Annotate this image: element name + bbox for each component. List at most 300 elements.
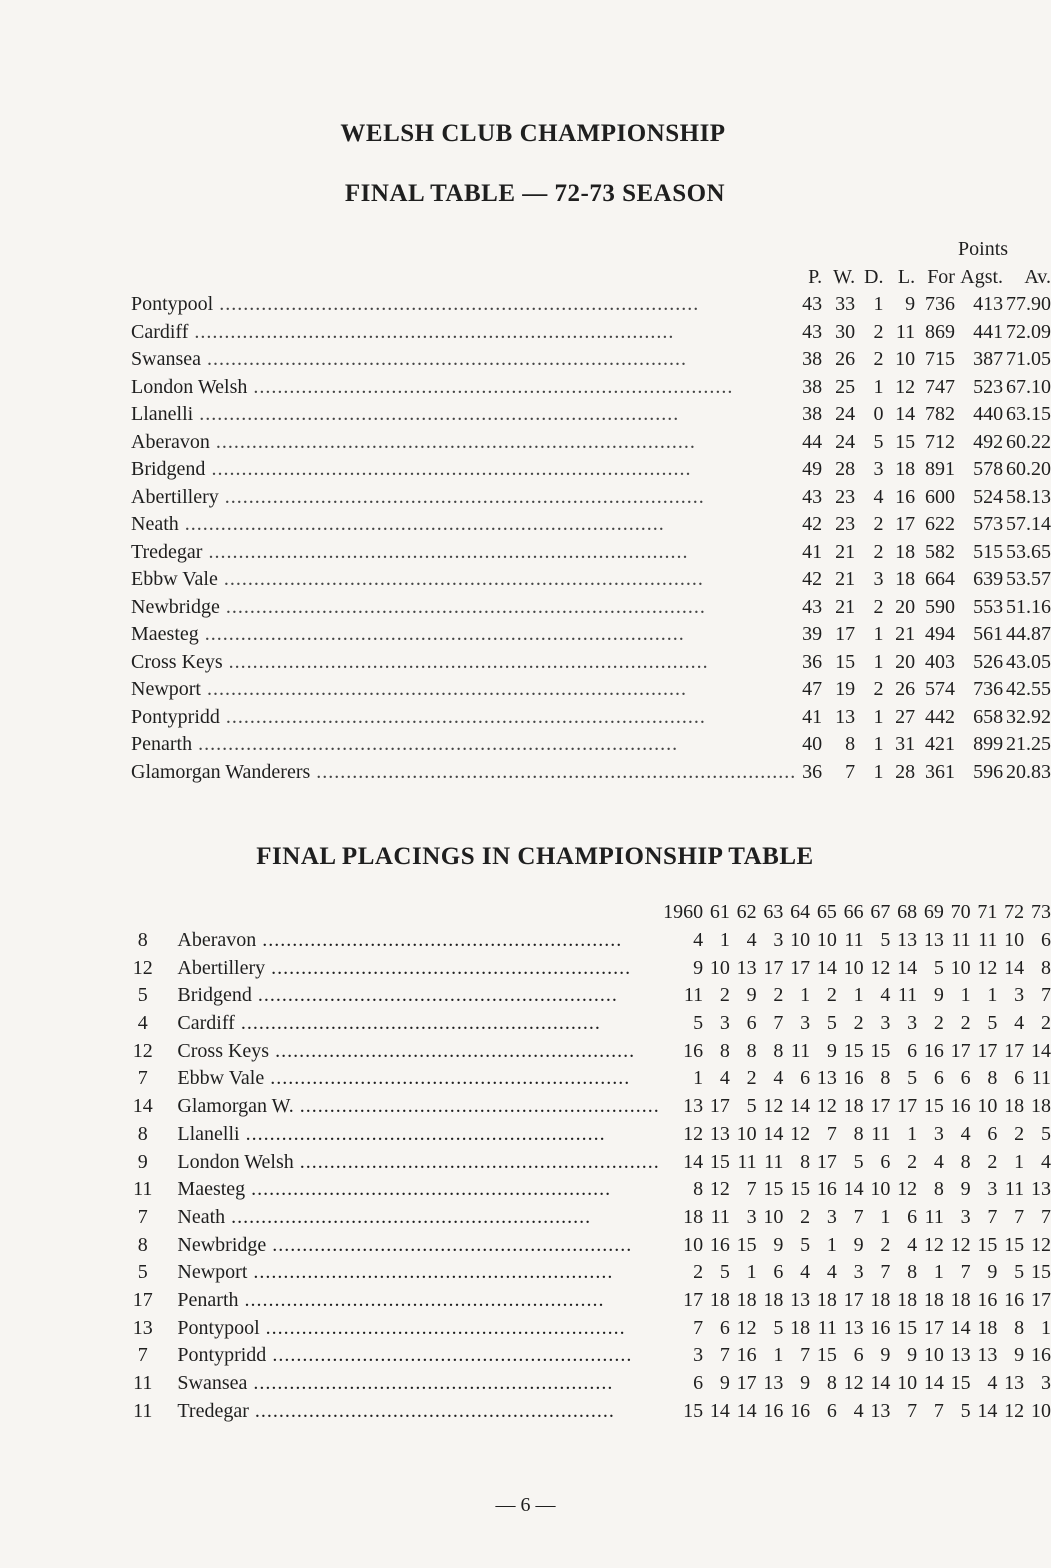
cell-d: 3 xyxy=(873,458,884,481)
placing-cell: 1 xyxy=(933,1261,944,1284)
placing-cell: 9 xyxy=(693,956,704,979)
cell-p: 43 xyxy=(802,320,823,343)
cell-w: 15 xyxy=(835,650,856,673)
placing-cell: 7 xyxy=(693,1316,704,1339)
placing-cell: 10 xyxy=(843,956,864,979)
cell-p: 38 xyxy=(802,348,823,371)
club-name: Swansea xyxy=(131,348,201,371)
average-placing: 11 xyxy=(133,1178,153,1201)
cell-w: 23 xyxy=(835,513,856,536)
table-row xyxy=(130,927,1051,955)
cell-av: 60.22 xyxy=(1006,430,1051,453)
placing-cell: 7 xyxy=(880,1261,891,1284)
placing-cell: 18 xyxy=(709,1288,730,1311)
leader-dots: ............................................................ xyxy=(264,1067,631,1090)
placing-cell: 10 xyxy=(736,1122,757,1145)
placing-cell: 17 xyxy=(870,1095,891,1118)
leader-dots: ................................................................................ xyxy=(219,705,706,728)
placing-cell: 18 xyxy=(816,1288,837,1311)
placing-cell: 11 xyxy=(764,1150,784,1173)
placing-cell: 13 xyxy=(1004,1372,1025,1395)
placing-cell: 7 xyxy=(800,1344,811,1367)
placing-cell: 14 xyxy=(977,1399,998,1422)
placing-cell: 5 xyxy=(853,1150,864,1173)
cell-for: 712 xyxy=(924,430,955,453)
placing-cell: 5 xyxy=(1041,1122,1051,1145)
cell-p: 43 xyxy=(802,595,823,618)
leader-dots: ................................................................................ xyxy=(205,458,692,481)
placing-cell: 3 xyxy=(719,1012,730,1035)
placing-cell: 3 xyxy=(800,1012,811,1035)
cell-agst: 413 xyxy=(973,293,1004,316)
club-name: Cross Keys xyxy=(177,1039,270,1062)
club-name: Abertillery xyxy=(177,956,266,979)
placings-table xyxy=(130,899,1051,1425)
placing-cell: 11 xyxy=(924,1205,944,1228)
club-name: Maesteg xyxy=(177,1178,246,1201)
cell-l: 14 xyxy=(895,403,916,426)
table-row xyxy=(131,594,1051,622)
placing-cell: 7 xyxy=(719,1344,730,1367)
placing-cell: 9 xyxy=(907,1344,918,1367)
placing-cell: 10 xyxy=(897,1372,918,1395)
cell-agst: 524 xyxy=(973,485,1004,508)
final-table-title: FINAL TABLE — 72-73 SEASON xyxy=(344,180,726,207)
year-header: 73 xyxy=(1031,901,1051,924)
placing-cell: 7 xyxy=(907,1399,918,1422)
placing-cell: 13 xyxy=(763,1372,784,1395)
placing-cell: 1 xyxy=(826,1233,837,1256)
placing-cell: 15 xyxy=(923,1095,944,1118)
placing-cell: 4 xyxy=(826,1261,837,1284)
club-name: Llanelli xyxy=(177,1122,240,1145)
final-table xyxy=(131,236,1051,786)
club-name: Tredegar xyxy=(177,1399,249,1422)
cell-agst: 596 xyxy=(973,760,1004,783)
cell-d: 4 xyxy=(873,485,884,508)
cell-av: 58.13 xyxy=(1006,485,1051,508)
leader-dots: ................................................................................ xyxy=(193,403,680,426)
cell-av: 32.92 xyxy=(1006,705,1051,728)
placing-cell: 16 xyxy=(736,1344,757,1367)
placing-cell: 11 xyxy=(710,1205,730,1228)
cell-l: 26 xyxy=(895,678,916,701)
placing-cell: 5 xyxy=(800,1233,811,1256)
cell-av: 60.20 xyxy=(1006,458,1051,481)
placing-cell: 10 xyxy=(1004,929,1025,952)
placing-cell: 14 xyxy=(950,1316,971,1339)
leader-dots: ............................................................ xyxy=(245,1178,612,1201)
club-name: Newbridge xyxy=(177,1233,267,1256)
placing-cell: 4 xyxy=(773,1067,784,1090)
cell-agst: 639 xyxy=(973,568,1004,591)
placing-cell: 1 xyxy=(719,929,730,952)
year-header: 62 xyxy=(736,901,757,924)
placing-cell: 15 xyxy=(977,1233,998,1256)
club-name-cell xyxy=(155,1093,659,1121)
cell-for: 600 xyxy=(924,485,955,508)
col-header-agst: Agst. xyxy=(960,265,1004,288)
cell-av: 51.16 xyxy=(1006,595,1051,618)
cell-for: 421 xyxy=(924,733,955,756)
placing-cell: 8 xyxy=(800,1150,811,1173)
club-name-cell xyxy=(155,1259,659,1287)
cell-for: 494 xyxy=(924,623,955,646)
placing-cell: 17 xyxy=(977,1039,998,1062)
cell-av: 63.15 xyxy=(1006,403,1051,426)
average-placing: 4 xyxy=(137,1012,148,1035)
club-name-cell xyxy=(155,927,659,955)
placing-cell: 13 xyxy=(977,1344,998,1367)
final-table-body xyxy=(131,236,1051,786)
placing-cell: 18 xyxy=(683,1205,704,1228)
placing-cell: 12 xyxy=(683,1122,704,1145)
year-header: 65 xyxy=(816,901,837,924)
placing-cell: 17 xyxy=(736,1372,757,1395)
club-name: Glamorgan Wanderers xyxy=(131,760,311,783)
placing-cell: 15 xyxy=(897,1316,918,1339)
table-row xyxy=(131,456,1051,484)
placing-cell: 13 xyxy=(843,1316,864,1339)
placing-cell: 9 xyxy=(719,1372,730,1395)
cell-p: 42 xyxy=(802,513,823,536)
placing-cell: 13 xyxy=(736,956,757,979)
placing-cell: 7 xyxy=(960,1261,971,1284)
leader-dots: ............................................................ xyxy=(251,984,618,1007)
table-row xyxy=(130,1065,1051,1093)
club-name-cell xyxy=(155,1176,659,1204)
placing-cell: 4 xyxy=(880,984,891,1007)
leader-dots: ............................................................ xyxy=(269,1039,636,1062)
placing-cell: 8 xyxy=(1014,1316,1025,1339)
cell-p: 41 xyxy=(802,540,823,563)
cell-l: 20 xyxy=(895,650,916,673)
table-row xyxy=(131,291,1051,319)
placing-cell: 10 xyxy=(1031,1399,1051,1422)
placing-cell: 9 xyxy=(960,1178,971,1201)
cell-d: 1 xyxy=(873,293,884,316)
table-row xyxy=(131,649,1051,677)
placing-cell: 5 xyxy=(746,1095,757,1118)
average-placing: 12 xyxy=(132,1039,153,1062)
placing-cell: 13 xyxy=(790,1288,811,1311)
placing-cell: 15 xyxy=(790,1178,811,1201)
cell-l: 9 xyxy=(905,293,916,316)
cell-w: 21 xyxy=(835,568,856,591)
cell-d: 2 xyxy=(873,320,884,343)
cell-agst: 492 xyxy=(973,430,1004,453)
club-name-cell xyxy=(131,401,796,429)
placing-cell: 11 xyxy=(817,1316,837,1339)
placing-cell: 7 xyxy=(1041,1205,1051,1228)
leader-dots: ............................................................ xyxy=(239,1122,606,1145)
placing-cell: 11 xyxy=(897,984,918,1007)
average-placing: 12 xyxy=(132,956,153,979)
club-name-cell xyxy=(131,346,796,374)
leader-dots: ................................................................................ xyxy=(178,513,665,536)
club-name-cell xyxy=(131,704,796,732)
placing-cell: 12 xyxy=(1004,1399,1025,1422)
club-name-cell xyxy=(155,1342,659,1370)
placing-cell: 16 xyxy=(816,1178,837,1201)
leader-dots: ............................................................ xyxy=(225,1205,592,1228)
placing-cell: 10 xyxy=(950,956,971,979)
cell-av: 72.09 xyxy=(1006,320,1051,343)
cell-for: 782 xyxy=(924,403,955,426)
cell-agst: 573 xyxy=(973,513,1004,536)
cell-l: 28 xyxy=(895,760,916,783)
club-name: Cardiff xyxy=(131,320,189,343)
year-header: 1960 xyxy=(663,901,704,924)
placing-cell: 9 xyxy=(987,1261,998,1284)
table-row xyxy=(131,319,1051,347)
placing-cell: 3 xyxy=(987,1178,998,1201)
placing-cell: 12 xyxy=(923,1233,944,1256)
leader-dots: ................................................................................ xyxy=(200,348,687,371)
placing-cell: 14 xyxy=(683,1150,704,1173)
placing-cell: 1 xyxy=(800,984,811,1007)
club-name: Ebbw Vale xyxy=(131,568,218,591)
club-name-cell xyxy=(131,594,796,622)
placing-cell: 3 xyxy=(746,1205,757,1228)
placing-cell: 3 xyxy=(880,1012,891,1035)
cell-av: 42.55 xyxy=(1006,678,1051,701)
placing-cell: 17 xyxy=(843,1288,864,1311)
placing-cell: 18 xyxy=(923,1288,944,1311)
placing-cell: 1 xyxy=(1014,1150,1025,1173)
table-row xyxy=(131,484,1051,512)
cell-d: 0 xyxy=(873,403,884,426)
leader-dots: ................................................................................ xyxy=(198,623,685,646)
placing-cell: 15 xyxy=(709,1150,730,1173)
club-name: Penarth xyxy=(131,733,193,756)
cell-p: 41 xyxy=(802,705,823,728)
average-placing: 8 xyxy=(137,1233,148,1256)
placing-cell: 13 xyxy=(950,1344,971,1367)
placing-cell: 5 xyxy=(693,1012,704,1035)
placing-cell: 10 xyxy=(977,1095,998,1118)
cell-p: 44 xyxy=(802,430,823,453)
placing-cell: 18 xyxy=(763,1288,784,1311)
leader-dots: ............................................................ xyxy=(238,1288,605,1311)
placing-cell: 16 xyxy=(709,1233,730,1256)
col-header-l: L. xyxy=(897,265,916,288)
table-row xyxy=(130,1148,1051,1176)
placing-cell: 12 xyxy=(709,1178,730,1201)
placing-cell: 18 xyxy=(843,1095,864,1118)
placing-cell: 18 xyxy=(1031,1095,1051,1118)
table-row xyxy=(130,982,1051,1010)
placing-cell: 4 xyxy=(693,929,704,952)
placing-cell: 1 xyxy=(773,1344,784,1367)
placing-cell: 6 xyxy=(1041,929,1051,952)
placing-cell: 14 xyxy=(843,1178,864,1201)
club-name-cell xyxy=(131,456,796,484)
table-row xyxy=(130,954,1051,982)
placing-cell: 16 xyxy=(843,1067,864,1090)
leader-dots: ................................................................................ xyxy=(217,568,704,591)
cell-w: 7 xyxy=(845,760,856,783)
club-name-cell xyxy=(155,1397,659,1425)
cell-agst: 523 xyxy=(973,375,1004,398)
club-name-cell xyxy=(131,539,796,567)
placing-cell: 14 xyxy=(709,1399,730,1422)
leader-dots: ................................................................................ xyxy=(213,293,700,316)
average-placing: 5 xyxy=(137,984,148,1007)
placing-cell: 7 xyxy=(1041,984,1051,1007)
placing-cell: 12 xyxy=(1031,1233,1051,1256)
year-header: 70 xyxy=(950,901,971,924)
placing-cell: 8 xyxy=(960,1150,971,1173)
placing-cell: 9 xyxy=(933,984,944,1007)
placing-cell: 6 xyxy=(746,1012,757,1035)
cell-agst: 441 xyxy=(973,320,1004,343)
placing-cell: 10 xyxy=(709,956,730,979)
club-name-cell xyxy=(155,1231,659,1259)
placing-cell: 8 xyxy=(1041,956,1051,979)
table-row xyxy=(130,1259,1051,1287)
placing-cell: 17 xyxy=(897,1095,918,1118)
placing-cell: 13 xyxy=(897,929,918,952)
club-name: Maesteg xyxy=(131,623,199,646)
leader-dots: ................................................................................ xyxy=(219,595,706,618)
placing-cell: 17 xyxy=(683,1288,704,1311)
leader-dots: ................................................................................ xyxy=(192,733,679,756)
placing-cell: 2 xyxy=(746,1067,757,1090)
placing-cell: 8 xyxy=(746,1039,757,1062)
placing-cell: 17 xyxy=(790,956,811,979)
placing-cell: 4 xyxy=(719,1067,730,1090)
club-name-cell xyxy=(131,649,796,677)
placing-cell: 13 xyxy=(709,1122,730,1145)
placing-cell: 11 xyxy=(683,984,704,1007)
placing-cell: 18 xyxy=(736,1288,757,1311)
club-name-cell xyxy=(131,621,796,649)
table-row xyxy=(131,566,1051,594)
cell-for: 869 xyxy=(924,320,955,343)
placing-cell: 18 xyxy=(790,1316,811,1339)
placing-cell: 18 xyxy=(1004,1095,1025,1118)
cell-av: 43.05 xyxy=(1006,650,1051,673)
placing-cell: 14 xyxy=(870,1372,891,1395)
placing-cell: 14 xyxy=(897,956,918,979)
cell-d: 2 xyxy=(873,348,884,371)
club-name-cell xyxy=(131,429,796,457)
cell-w: 13 xyxy=(835,705,856,728)
placing-cell: 8 xyxy=(987,1067,998,1090)
placing-cell: 16 xyxy=(870,1316,891,1339)
cell-av: 71.05 xyxy=(1006,348,1051,371)
placing-cell: 18 xyxy=(977,1316,998,1339)
cell-w: 8 xyxy=(845,733,856,756)
placing-cell: 4 xyxy=(1041,1150,1051,1173)
leader-dots: ............................................................ xyxy=(293,1150,660,1173)
placing-cell: 15 xyxy=(870,1039,891,1062)
table-row xyxy=(131,621,1051,649)
club-name: Pontypridd xyxy=(177,1344,267,1367)
placing-cell: 2 xyxy=(800,1205,811,1228)
leader-dots: ................................................................................ xyxy=(222,650,709,673)
placing-cell: 10 xyxy=(790,929,811,952)
table-row xyxy=(130,1314,1051,1342)
club-name-cell xyxy=(131,511,796,539)
placing-cell: 13 xyxy=(816,1067,837,1090)
cell-av: 20.83 xyxy=(1006,760,1051,783)
cell-for: 442 xyxy=(924,705,955,728)
table-row xyxy=(131,731,1051,759)
placing-cell: 15 xyxy=(763,1178,784,1201)
club-name: Newbridge xyxy=(131,595,220,618)
placing-cell: 1 xyxy=(853,984,864,1007)
placing-cell: 12 xyxy=(897,1178,918,1201)
placings-table-body xyxy=(130,899,1051,1425)
cell-for: 574 xyxy=(924,678,955,701)
cell-p: 49 xyxy=(802,458,823,481)
col-header-av: Av. xyxy=(1024,265,1051,288)
placing-cell: 1 xyxy=(1041,1316,1051,1339)
leader-dots: ............................................................ xyxy=(256,929,623,952)
club-name-cell xyxy=(155,1314,659,1342)
cell-p: 36 xyxy=(802,650,823,673)
leader-dots: ............................................................ xyxy=(265,956,632,979)
placing-cell: 5 xyxy=(960,1399,971,1422)
placing-cell: 1 xyxy=(880,1205,891,1228)
placing-cell: 17 xyxy=(950,1039,971,1062)
placing-cell: 2 xyxy=(907,1150,918,1173)
cell-d: 2 xyxy=(873,540,884,563)
placing-cell: 4 xyxy=(960,1122,971,1145)
cell-l: 18 xyxy=(895,568,916,591)
leader-dots: ................................................................................ xyxy=(202,540,689,563)
placing-cell: 12 xyxy=(790,1122,811,1145)
placing-cell: 15 xyxy=(736,1233,757,1256)
placing-cell: 11 xyxy=(790,1039,811,1062)
placing-cell: 8 xyxy=(880,1067,891,1090)
placing-cell: 17 xyxy=(1004,1039,1025,1062)
average-placing: 11 xyxy=(133,1372,153,1395)
placing-cell: 11 xyxy=(871,1122,891,1145)
cell-p: 36 xyxy=(802,760,823,783)
cell-d: 1 xyxy=(873,733,884,756)
placing-cell: 16 xyxy=(1004,1288,1025,1311)
leader-dots: ............................................................ xyxy=(266,1344,633,1367)
club-name-cell xyxy=(131,731,796,759)
cell-p: 43 xyxy=(802,293,823,316)
cell-l: 27 xyxy=(895,705,916,728)
page-title: WELSH CLUB CHAMPIONSHIP xyxy=(340,120,726,147)
placing-cell: 2 xyxy=(693,1261,704,1284)
average-placing: 8 xyxy=(137,929,148,952)
placing-cell: 17 xyxy=(816,1150,837,1173)
year-header: 61 xyxy=(709,901,730,924)
cell-w: 19 xyxy=(835,678,856,701)
club-name: Tredegar xyxy=(131,540,203,563)
club-name: Neath xyxy=(131,513,179,536)
cell-d: 1 xyxy=(873,705,884,728)
club-name: Bridgend xyxy=(131,458,206,481)
club-name-cell xyxy=(131,676,796,704)
cell-w: 30 xyxy=(835,320,856,343)
placing-cell: 18 xyxy=(897,1288,918,1311)
average-placing: 8 xyxy=(137,1122,148,1145)
average-placing: 13 xyxy=(132,1316,153,1339)
cell-for: 891 xyxy=(924,458,955,481)
leader-dots: ................................................................................ xyxy=(218,485,705,508)
placing-cell: 2 xyxy=(960,1012,971,1035)
placing-cell: 12 xyxy=(816,1095,837,1118)
cell-for: 736 xyxy=(924,293,955,316)
cell-l: 10 xyxy=(895,348,916,371)
